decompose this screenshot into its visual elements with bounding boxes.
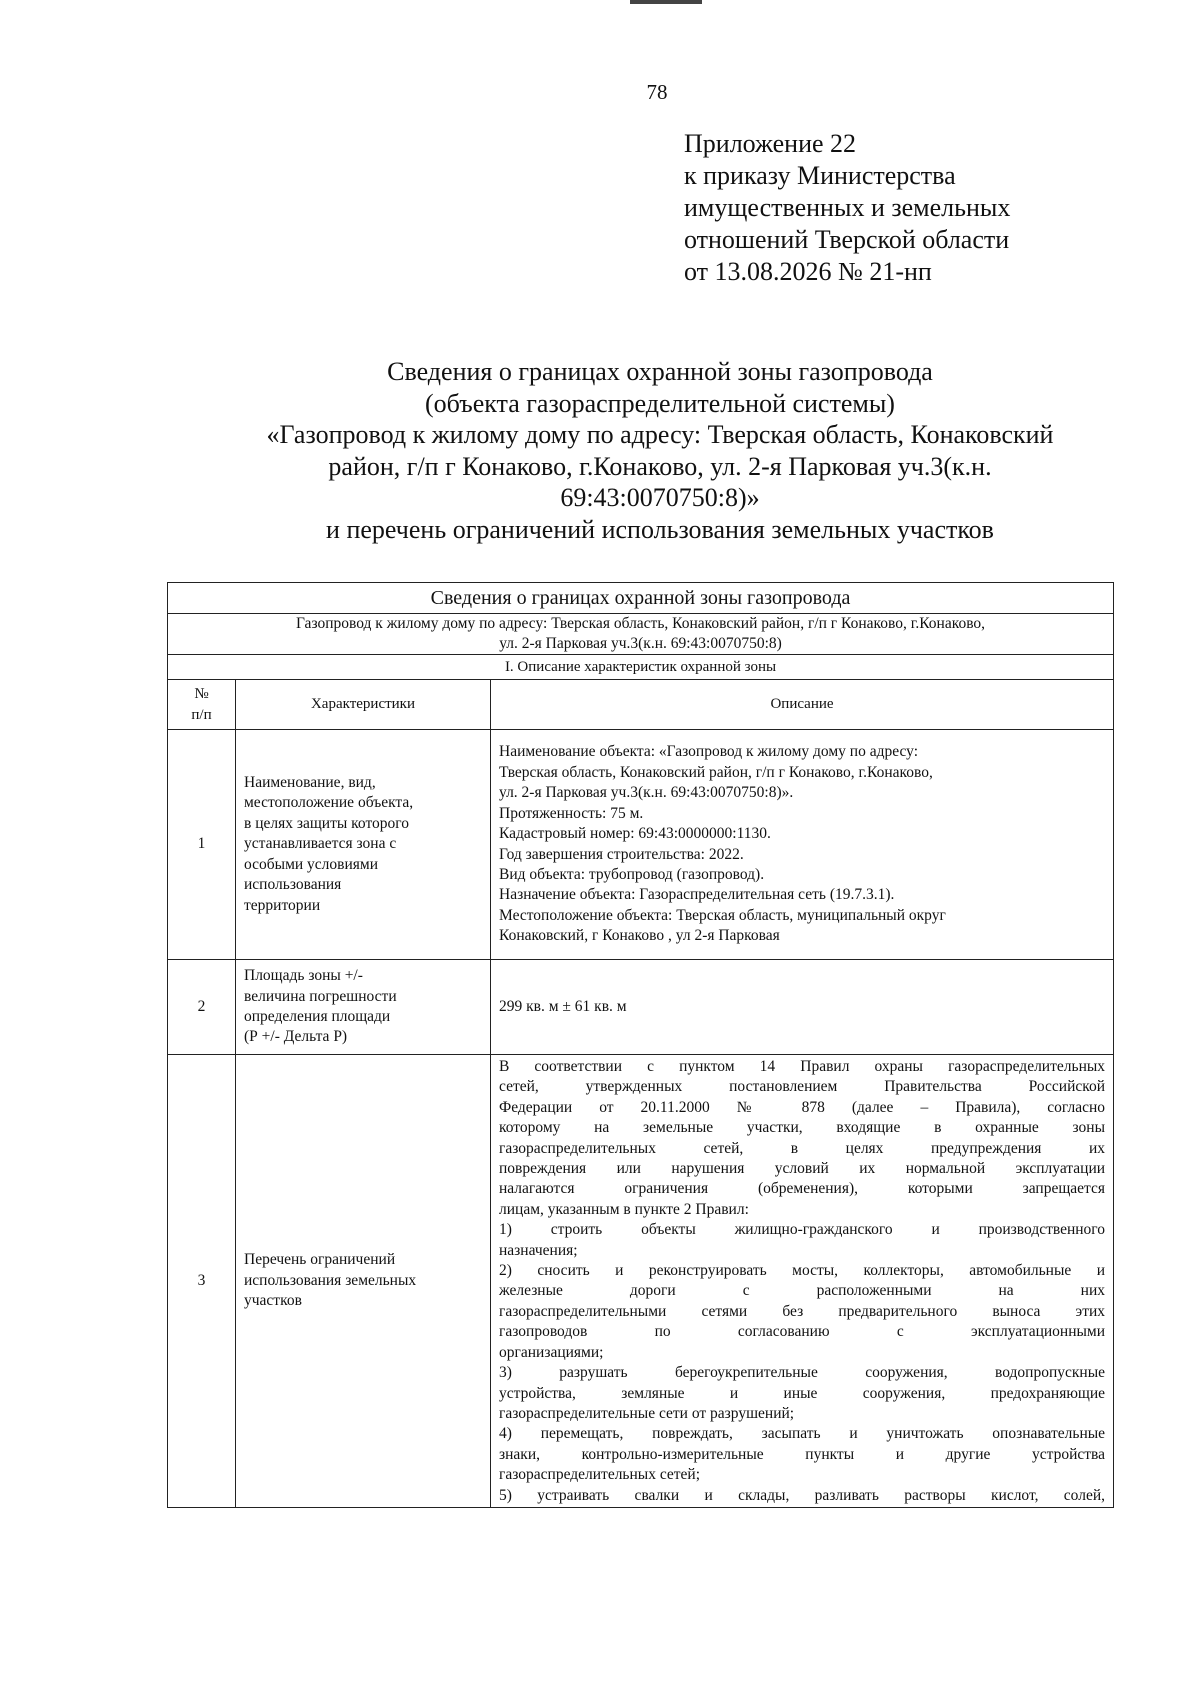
object-name-line: Газопровод к жилому дому по адресу: Тверская область, Конаковский район, г/п г Конаково, г.Конаково,	[295, 615, 986, 632]
description-line: Конаковский, г Конаково , ул 2-я Парковая	[499, 927, 780, 945]
appendix-line: Приложение 22	[684, 129, 857, 158]
table-row	[168, 1055, 1114, 1508]
appendix-line: к приказу Министерства	[684, 161, 956, 190]
characteristic-line: устанавливается зона с	[244, 835, 397, 853]
characteristic-line: местоположение объекта,	[244, 794, 414, 812]
description-line: налагаются ограничения (обременения), которыми запрещается	[499, 1180, 1106, 1198]
description-line: Местоположение объекта: Тверская область, муниципальный округ	[499, 906, 946, 924]
row-characteristic	[236, 960, 491, 1055]
title-line: (объекта газораспределительной системы)	[425, 388, 895, 418]
description-line: газораспределительных сетей, в целях предупреждения их	[499, 1139, 1106, 1157]
characteristic-line: в целях защиты которого	[244, 814, 409, 832]
table-header-row	[168, 583, 1114, 614]
description-line: устройства, земляные и иные сооружения, предохраняющие	[499, 1384, 1106, 1402]
description-line: В соответствии с пунктом 14 Правил охраны газораспределительных	[499, 1058, 1106, 1075]
object-name-line: ул. 2-я Парковая уч.3(к.н. 69:43:0070750:8)	[499, 635, 782, 652]
description-line: 299 кв. м ± 61 кв. м	[499, 997, 627, 1015]
table-row	[168, 730, 1114, 960]
description-line: Протяженность: 75 м.	[499, 804, 644, 822]
column-header-number-line: п/п	[191, 706, 212, 723]
description-line: Год завершения строительства: 2022.	[499, 845, 744, 863]
table-object-row	[168, 614, 1114, 655]
characteristic-line: особыми условиями	[244, 855, 379, 873]
characteristic-line: определения площади	[244, 1008, 391, 1025]
description-line: Кадастровый номер: 69:43:0000000:1130.	[499, 825, 771, 843]
page-number: 78	[646, 80, 668, 104]
description-line: лицам, указанным в пункте 2 Правил:	[499, 1200, 749, 1218]
description-line: сетей, утвержденных постановлением Правительства Российской	[499, 1078, 1106, 1096]
title-line: Сведения о границах охранной зоны газопровода	[387, 357, 933, 386]
document-title	[150, 356, 1170, 545]
column-header-number-line: №	[194, 686, 209, 703]
row-description	[491, 1055, 1114, 1508]
appendix-line: от 13.08.2026 № 21-нп	[684, 257, 932, 286]
description-line: 2) сносить и реконструировать мосты, коллекторы, автомобильные и	[499, 1262, 1106, 1280]
row-number: 3	[168, 1055, 236, 1508]
appendix-line: отношений Тверской области	[684, 225, 1010, 254]
table-object-name	[168, 614, 1114, 655]
row-characteristic	[236, 730, 491, 960]
title-line: и перечень ограничений использования земельных участков	[326, 514, 994, 544]
column-header-characteristics: Характеристики	[236, 680, 491, 730]
characteristic-line: Площадь зоны +/-	[244, 967, 363, 985]
characteristic-line: (Р +/- Дельта Р)	[244, 1028, 348, 1046]
description-line: газораспределительные сети от разрушений;	[499, 1404, 795, 1422]
row-description	[491, 960, 1114, 1055]
characteristic-line: территории	[244, 896, 321, 914]
description-line: железные дороги с расположенными на них	[499, 1282, 1106, 1300]
description-line: Назначение объекта: Газораспределительная сеть (19.7.3.1).	[499, 886, 895, 904]
appendix-header	[684, 128, 1184, 288]
description-line: 1) строить объекты жилищно-гражданского и производственного	[499, 1221, 1106, 1239]
table-column-headers	[168, 680, 1114, 730]
row-number: 1	[168, 730, 236, 960]
characteristic-line: использования земельных	[244, 1271, 417, 1289]
column-header-description: Описание	[491, 680, 1114, 730]
characteristic-line: Наименование, вид,	[244, 774, 376, 792]
description-line: повреждения или нарушения условий их нормальной эксплуатации	[499, 1160, 1106, 1178]
appendix-line: имущественных и земельных	[684, 193, 1011, 222]
description-line: знаки, контрольно-измерительные пункты и другие устройства	[499, 1445, 1106, 1463]
description-line: 4) перемещать, повреждать, засыпать и уничтожать опознавательные	[499, 1425, 1106, 1443]
description-line: Федерации от 20.11.2000 № 878 (далее – Правила), согласно	[499, 1098, 1106, 1116]
characteristic-line: использования	[244, 876, 342, 894]
description-line: Вид объекта: трубопровод (газопровод).	[499, 865, 765, 883]
title-line: «Газопровод к жилому дому по адресу: Тверская область, Конаковский	[266, 420, 1054, 449]
description-line: ул. 2-я Парковая уч.3(к.н. 69:43:0070750:8)».	[499, 784, 794, 802]
description-line: Наименование объекта: «Газопровод к жилому дому по адресу:	[499, 743, 919, 761]
description-line: назначения;	[499, 1241, 578, 1259]
top-scan-mark	[630, 0, 702, 4]
row-description	[491, 730, 1114, 960]
table-section-row	[168, 655, 1114, 680]
description-line: 5) устраивать свалки и склады, разливать растворы кислот, солей,	[499, 1486, 1106, 1504]
row-characteristic	[236, 1055, 491, 1508]
characteristic-line: участков	[244, 1292, 302, 1310]
column-header-number	[168, 680, 236, 730]
description-line: 3) разрушать берегоукрепительные сооружения, водопропускные	[499, 1364, 1106, 1382]
characteristic-line: Перечень ограничений	[244, 1251, 396, 1269]
description-line: газораспределительных сетей;	[499, 1466, 701, 1484]
title-line: 69:43:0070750:8)»	[560, 483, 760, 512]
protection-zone-table	[167, 582, 1114, 1508]
table-row	[168, 960, 1114, 1055]
title-line: район, г/п г Конаково, г.Конаково, ул. 2-я Парковая уч.3(к.н.	[328, 451, 992, 481]
row-number: 2	[168, 960, 236, 1055]
description-line: организациями;	[499, 1343, 604, 1361]
description-line: которому на земельные участки, входящие в охранные зоны	[499, 1119, 1106, 1137]
description-line: газораспределительными сетями без предварительного выноса этих	[499, 1302, 1106, 1320]
section-title: I. Описание характеристик охранной зоны	[168, 655, 1114, 680]
description-line: газопроводов по согласованию с эксплуатационными	[499, 1323, 1106, 1341]
description-line: Тверская область, Конаковский район, г/п г Конаково, г.Конаково,	[499, 763, 933, 781]
characteristic-line: величина погрешности	[244, 987, 397, 1005]
table-main-header: Сведения о границах охранной зоны газопровода	[168, 583, 1114, 614]
